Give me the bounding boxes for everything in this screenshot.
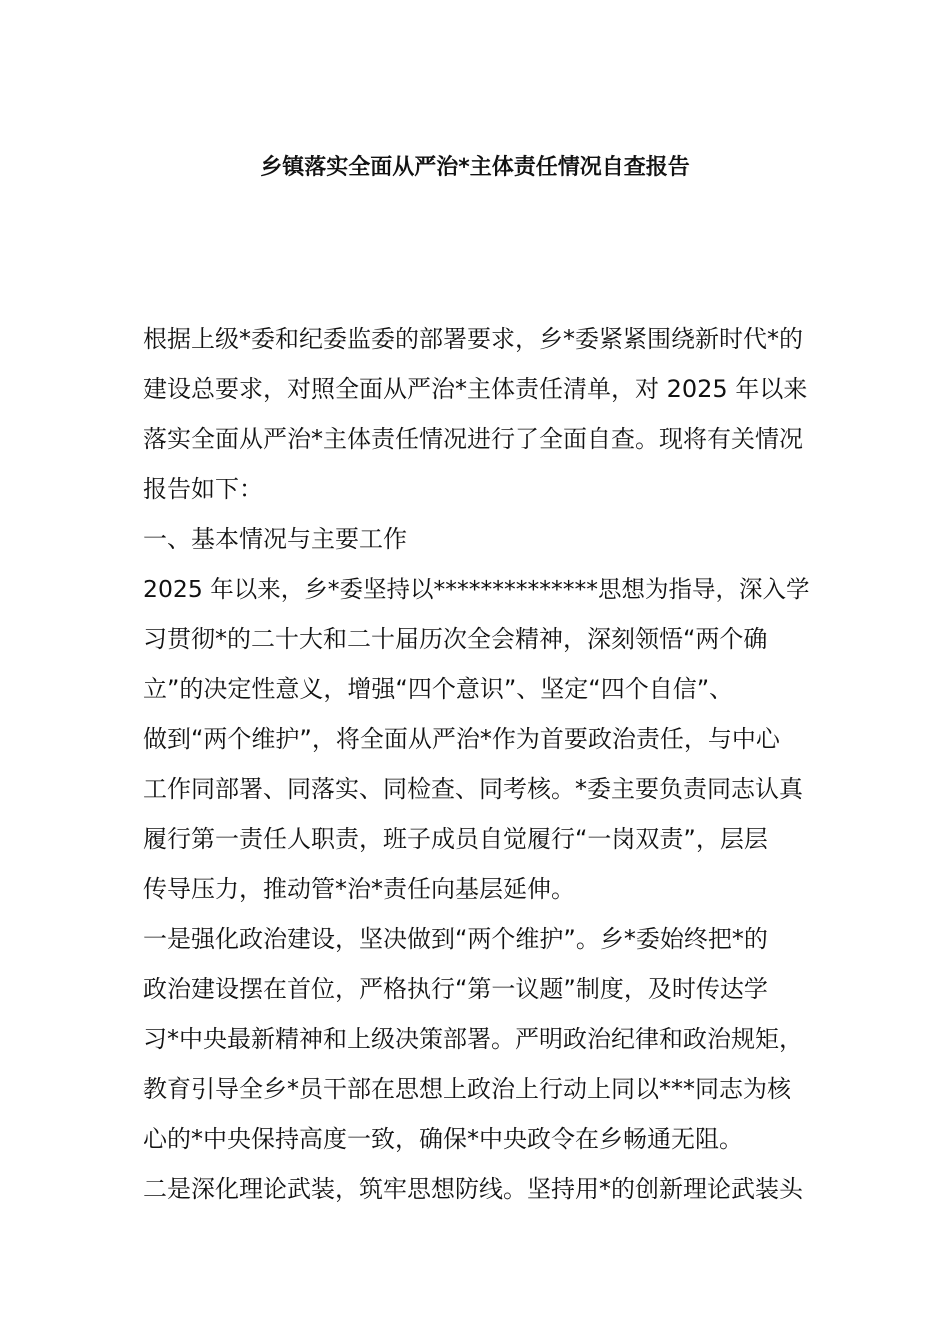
document-title: 乡镇落实全面从严治*主体责任情况自查报告 [260,155,690,180]
body-line: 教育引导全乡*员干部在思想上政治上行动上同以***同志为核 [143,1075,791,1103]
body-line: 二是深化理论武装，筑牢思想防线。坚持用*的创新理论武装头 [143,1175,803,1203]
body-line: 习*中央最新精神和上级决策部署。严明政治纪律和政治规矩， [143,1025,803,1053]
body-line: 根据上级*委和纪委监委的部署要求，乡*委紧紧围绕新时代*的 [143,325,803,353]
body-line: 心的*中央保持高度一致，确保*中央政令在乡畅通无阻。 [143,1125,743,1153]
body-line: 报告如下： [143,475,263,503]
body-line: 工作同部署、同落实、同检查、同考核。*委主要负责同志认真 [143,775,803,803]
body-line: 习贯彻*的二十大和二十届历次全会精神，深刻领悟“两个确 [143,625,768,653]
body-line: 建设总要求，对照全面从严治*主体责任清单，对 2025 年以来 [143,375,808,403]
body-line: 一是强化政治建设，坚决做到“两个维护”。乡*委始终把*的 [143,925,768,953]
document-body [143,314,811,1214]
body-line: 落实全面从严治*主体责任情况进行了全面自查。现将有关情况 [143,425,803,453]
body-line: 2025 年以来，乡*委坚持以**************思想为指导，深入学 [143,575,810,603]
section-heading: 一、基本情况与主要工作 [143,525,407,553]
body-line: 做到“两个维护”，将全面从严治*作为首要政治责任，与中心 [143,725,780,753]
body-line: 政治建设摆在首位，严格执行“第一议题”制度，及时传达学 [143,975,768,1003]
body-line: 立”的决定性意义，增强“四个意识”、坚定“四个自信”、 [143,675,734,703]
body-line: 履行第一责任人职责，班子成员自觉履行“一岗双责”，层层 [143,825,768,853]
body-line: 传导压力，推动管*治*责任向基层延伸。 [143,875,575,903]
